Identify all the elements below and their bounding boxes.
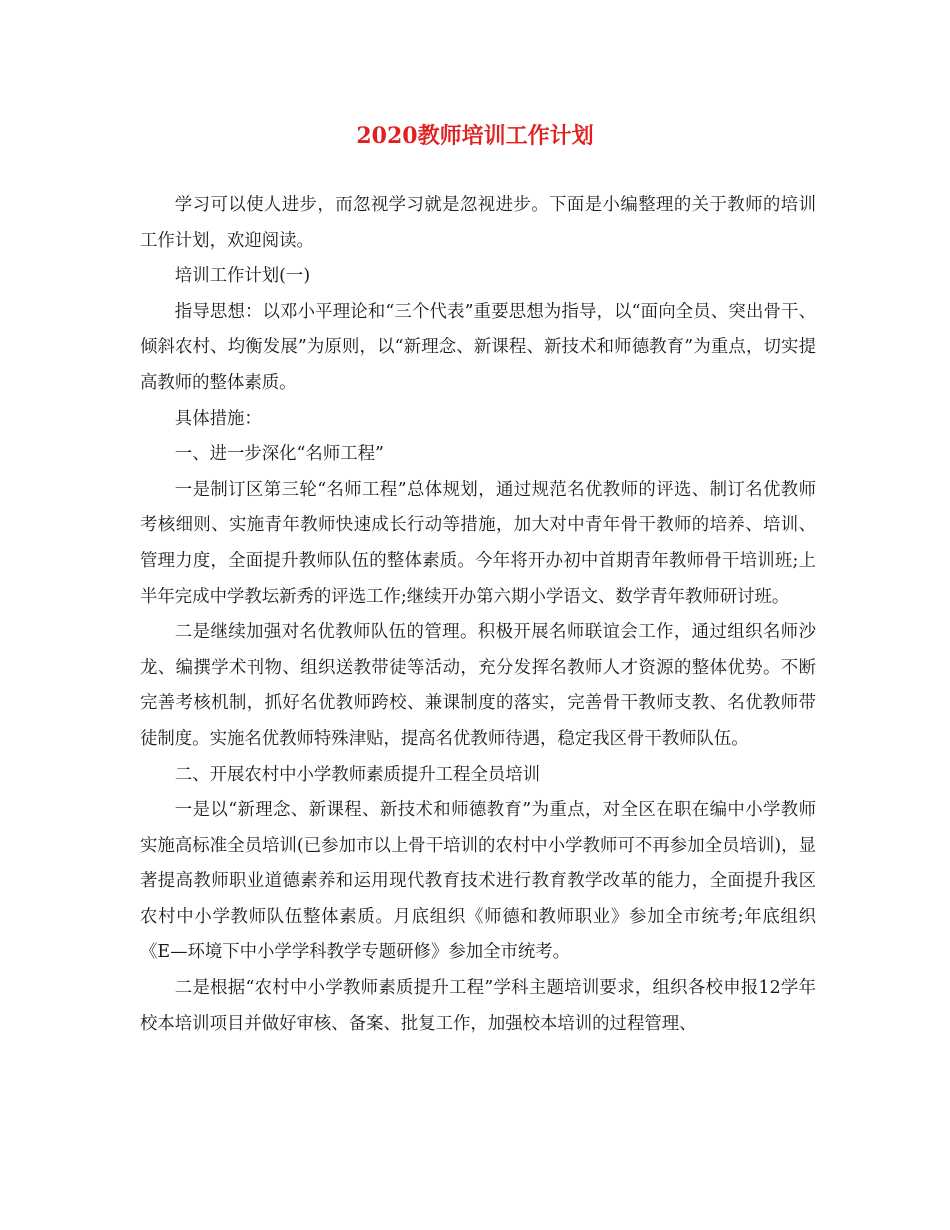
paragraph-section-1-heading: 一、进一步深化“名师工程” xyxy=(174,444,384,465)
paragraph-section-1-item-2: 二是继续加强对名优教师队伍的管理。积极开展名师联谊会工作，通过组织名师沙龙、编撰学术刊物、组织送教带徒等活动，充分发挥名教师人才资源的整体优势。不断完善考核机制，抓好名优教师跨校、兼课制度的落实，完善骨干教师支教、名优教师带徒制度。实施名优教师特殊津贴，提高名优教师待遇，稳定我区骨干教师队伍。 xyxy=(140,622,816,749)
document-title: 2020教师培训工作计划 xyxy=(356,123,594,149)
paragraph-section-2-item-2: 二是根据“农村中小学教师素质提升工程”学科主题培训要求，组织各校申报12学年校本培训项目并做好审核、备案、批复工作，加强校本培训的过程管理、 xyxy=(140,978,816,1034)
paragraph-section-1-item-1: 一是制订区第三轮“名师工程”总体规划，通过规范名优教师的评选、制订名优教师考核细则、实施青年教师快速成长行动等措施，加大对中青年骨干教师的培养、培训、管理力度，全面提升教师队伍的整体素质。今年将开办初中首期青年教师骨干培训班;上半年完成中学教坛新秀的评选工作;继续开办第六期小学语文、数学青年教师研讨班。 xyxy=(140,479,816,607)
paragraph-section-2-item-1: 一是以“新理念、新课程、新技术和师德教育”为重点，对全区在职在编中小学教师实施高标准全员培训(已参加市以上骨干培训的农村中小学教师可不再参加全员培训)，显著提高教师职业道德素养和运用现代教育技术进行教育教学改革的能力，全面提升我区农村中小学教师队伍整体素质。月底组织《师德和教师职业》参加全市统考;年底组织《E—环境下中小学学科教学专题研修》参加全市统考。 xyxy=(140,800,816,963)
document-body xyxy=(140,188,816,1042)
paragraph-intro: 学习可以使人进步，而忽视学习就是忽视进步。下面是小编整理的关于教师的培训工作计划，欢迎阅读。 xyxy=(140,195,816,251)
paragraph-measures-heading: 具体措施： xyxy=(174,408,262,429)
paragraph-guiding-ideology: 指导思想：以邓小平理论和“三个代表”重要思想为指导，以“面向全员、突出骨干、倾斜农村、均衡发展”为原则，以“新理念、新课程、新技术和师德教育”为重点，切实提高教师的整体素质。 xyxy=(140,301,816,393)
paragraph-plan-heading: 培训工作计划(一) xyxy=(174,266,311,287)
paragraph-section-2-heading: 二、开展农村中小学教师素质提升工程全员培训 xyxy=(174,764,541,785)
